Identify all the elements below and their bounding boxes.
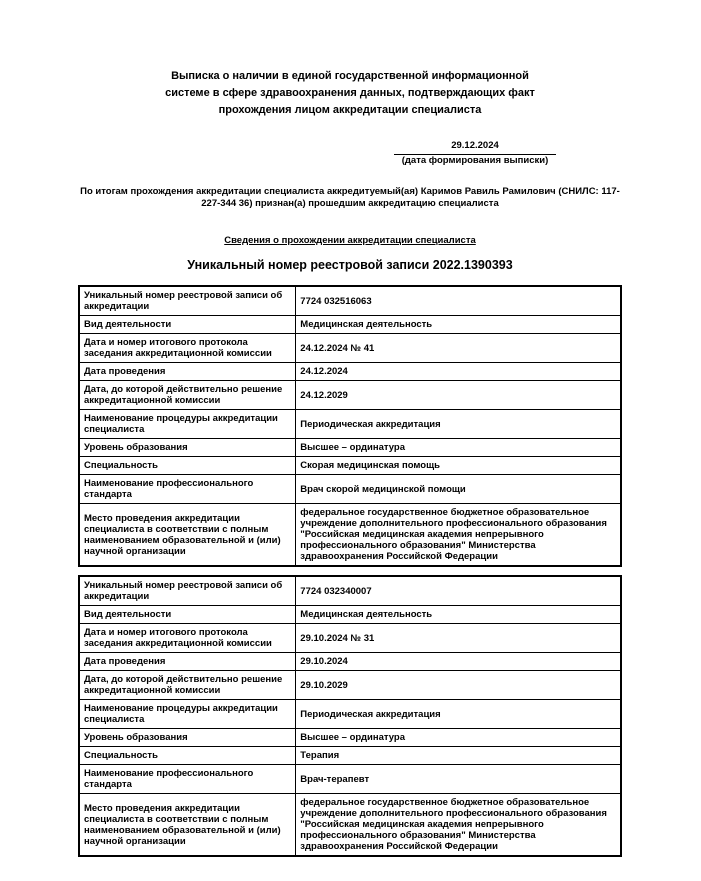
row-label: Специальность bbox=[79, 747, 296, 765]
table-row bbox=[79, 475, 621, 504]
row-value: Скорая медицинская помощь bbox=[296, 457, 621, 475]
registry-number-heading: Уникальный номер реестровой записи 2022.1390393 bbox=[187, 258, 513, 272]
row-value: Медицинская деятельность bbox=[296, 316, 621, 334]
table-row bbox=[79, 624, 621, 653]
table-row bbox=[79, 700, 621, 729]
table-row bbox=[79, 671, 621, 700]
row-label: Уровень образования bbox=[79, 439, 296, 457]
row-label: Наименование профессионального стандарта bbox=[79, 475, 296, 504]
row-value: Высшее – ординатура bbox=[296, 729, 621, 747]
table-row bbox=[79, 439, 621, 457]
section-heading: Сведения о прохождении аккредитации специалиста bbox=[224, 235, 476, 246]
row-label: Дата, до которой действительно решение аккредитационной комиссии bbox=[79, 381, 296, 410]
row-label: Дата и номер итогового протокола заседания аккредитационной комиссии bbox=[79, 334, 296, 363]
row-label: Дата проведения bbox=[79, 363, 296, 381]
row-value: 24.12.2024 № 41 bbox=[296, 334, 621, 363]
table-row bbox=[79, 316, 621, 334]
row-label: Дата проведения bbox=[79, 653, 296, 671]
row-value: Периодическая аккредитация bbox=[296, 410, 621, 439]
document-title bbox=[78, 68, 622, 119]
row-value: Врач скорой медицинской помощи bbox=[296, 475, 621, 504]
row-label: Место проведения аккредитации специалиста в соответствии с полным наименованием образовательной и (или) научной организации bbox=[79, 794, 296, 857]
row-value: 7724 032340007 bbox=[296, 576, 621, 606]
row-value: 29.10.2029 bbox=[296, 671, 621, 700]
row-label: Наименование профессионального стандарта bbox=[79, 765, 296, 794]
table-row bbox=[79, 729, 621, 747]
row-value: 29.10.2024 bbox=[296, 653, 621, 671]
row-label: Наименование процедуры аккредитации специалиста bbox=[79, 700, 296, 729]
table-row bbox=[79, 794, 621, 857]
row-value: Высшее – ординатура bbox=[296, 439, 621, 457]
extract-date-caption: (дата формирования выписки) bbox=[401, 155, 549, 166]
row-value: федеральное государственное бюджетное образовательное учреждение дополнительного профессионального образования "Российская медицинская академия непрерывного профессионального образования" Министерства здравоохранения Российской Федерации bbox=[296, 504, 621, 567]
row-value: 29.10.2024 № 31 bbox=[296, 624, 621, 653]
table-row bbox=[79, 286, 621, 316]
row-label: Уникальный номер реестровой записи об аккредитации bbox=[79, 576, 296, 606]
document-title-line-2: системе в сфере здравоохранения данных, подтверждающих факт bbox=[165, 87, 535, 99]
extract-date-block bbox=[394, 140, 556, 167]
row-value: Терапия bbox=[296, 747, 621, 765]
row-label: Уровень образования bbox=[79, 729, 296, 747]
row-label: Вид деятельности bbox=[79, 606, 296, 624]
row-value: 24.12.2024 bbox=[296, 363, 621, 381]
row-label: Вид деятельности bbox=[79, 316, 296, 334]
document-title-line-1: Выписка о наличии в единой государственной информационной bbox=[171, 70, 529, 82]
intro-paragraph: По итогам прохождения аккредитации специалиста аккредитуемый(ая) Каримов Равиль Рамилович (СНИЛС: 117-227-344 36) признан(а) прошедшим аккредитацию специалиста bbox=[80, 186, 620, 209]
row-value: Периодическая аккредитация bbox=[296, 700, 621, 729]
row-value: Врач-терапевт bbox=[296, 765, 621, 794]
table-row bbox=[79, 653, 621, 671]
row-value: 24.12.2029 bbox=[296, 381, 621, 410]
table-row bbox=[79, 363, 621, 381]
table-row bbox=[79, 381, 621, 410]
row-value: 7724 032516063 bbox=[296, 286, 621, 316]
table-row bbox=[79, 747, 621, 765]
row-label: Дата и номер итогового протокола заседания аккредитационной комиссии bbox=[79, 624, 296, 653]
accreditation-table-1 bbox=[78, 285, 622, 567]
extract-date: 29.12.2024 bbox=[394, 140, 556, 155]
row-value: федеральное государственное бюджетное образовательное учреждение дополнительного профессионального образования "Российская медицинская академия непрерывного профессионального образования" Министерства здравоохранения Российской Федерации bbox=[296, 794, 621, 857]
row-label: Дата, до которой действительно решение аккредитационной комиссии bbox=[79, 671, 296, 700]
table-row bbox=[79, 606, 621, 624]
row-label: Наименование процедуры аккредитации специалиста bbox=[79, 410, 296, 439]
table-row bbox=[79, 334, 621, 363]
table-row bbox=[79, 410, 621, 439]
row-label: Уникальный номер реестровой записи об аккредитации bbox=[79, 286, 296, 316]
table-row bbox=[79, 765, 621, 794]
table-row bbox=[79, 504, 621, 567]
accreditation-table-2 bbox=[78, 575, 622, 857]
document-title-line-3: прохождения лицом аккредитации специалиста bbox=[218, 104, 482, 116]
row-label: Место проведения аккредитации специалиста в соответствии с полным наименованием образовательной и (или) научной организации bbox=[79, 504, 296, 567]
table-row bbox=[79, 576, 621, 606]
table-row bbox=[79, 457, 621, 475]
row-value: Медицинская деятельность bbox=[296, 606, 621, 624]
row-label: Специальность bbox=[79, 457, 296, 475]
